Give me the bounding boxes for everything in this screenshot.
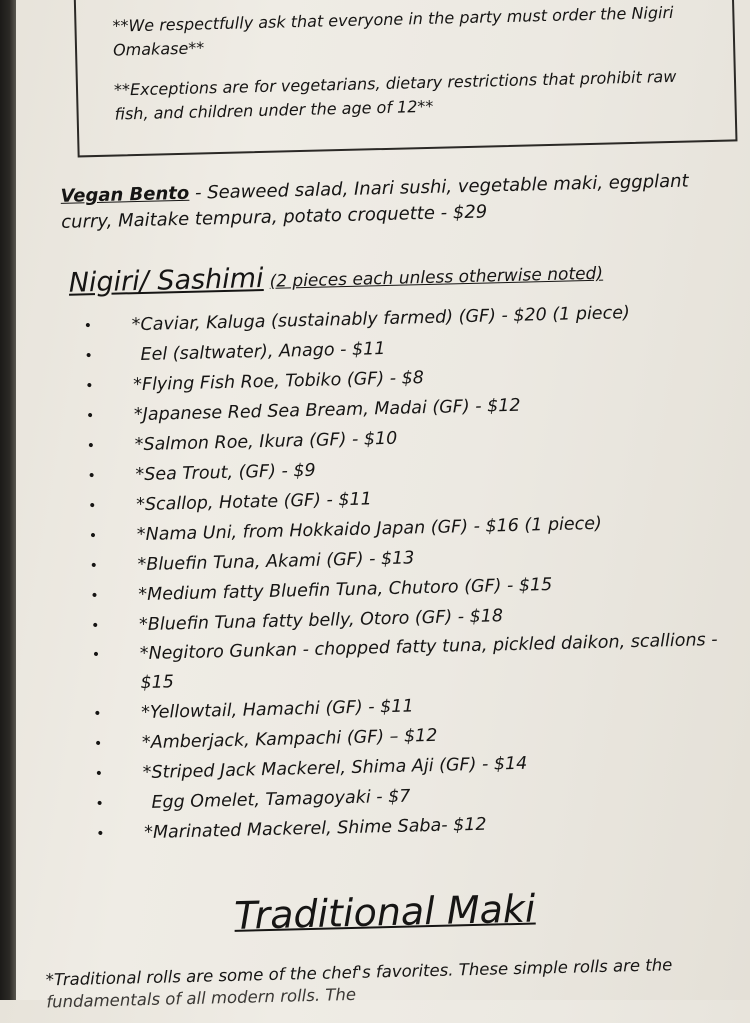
maki-section-note-cut: fundamentals of all modern rolls. The: [46, 984, 357, 1012]
list-item-text: *Nama Uni, from Hokkaido Japan (GF) - $16 (1 piece): [136, 513, 603, 546]
list-item-text: *Bluefin Tuna, Akami (GF) - $13: [137, 548, 415, 576]
list-item-text: Egg Omelet, Tamagoyaki - $7: [151, 786, 411, 813]
nigiri-section-heading: [68, 255, 603, 299]
list-item-text: *Striped Jack Mackerel, Shima Aji (GF) - $14: [142, 753, 528, 784]
maki-section-note: *Traditional rolls are some of the chef's favorites. These simple rolls are the: [45, 955, 673, 990]
maki-section-title: Traditional Maki: [233, 886, 536, 938]
bullet-icon: •: [87, 468, 96, 485]
nigiri-item-list: [83, 296, 736, 849]
bullet-icon: •: [89, 558, 99, 575]
vegan-bento-item: [60, 168, 721, 236]
bullet-icon: •: [96, 826, 105, 843]
list-item-text: *Flying Fish Roe, Tobiko (GF) - $8: [133, 368, 425, 396]
bullet-icon: •: [88, 498, 97, 515]
notice-line-exceptions: **Exceptions are for vegetarians, dietary restrictions that prohibit raw fish, and children under the age of 12**: [113, 66, 677, 124]
list-item-text: *Marinated Mackerel, Shime Saba- $12: [143, 814, 487, 844]
bullet-icon: •: [85, 378, 94, 395]
bullet-icon: •: [88, 528, 98, 545]
nigiri-section-title: Nigiri/ Sashimi: [68, 262, 264, 299]
notice-line-party-order: **We respectfully ask that everyone in the party must order the Nigiri Omakase**: [112, 2, 674, 60]
bullet-icon: •: [95, 796, 104, 813]
bullet-icon: •: [86, 438, 96, 455]
list-item-text: *Bluefin Tuna fatty belly, Otoro (GF) - $18: [138, 606, 504, 636]
list-item-text: *Amberjack, Kampachi (GF) – $12: [141, 725, 438, 754]
bullet-icon: •: [90, 618, 100, 635]
vegan-bento-description: - Seaweed salad, Inari sushi, vegetable maki, eggplant curry, Maitake tempura, potato croquette - $29: [61, 170, 689, 233]
list-item-text: *Scallop, Hotate (GF) - $11: [135, 489, 373, 516]
vegan-bento-name: Vegan Bento: [60, 182, 190, 207]
list-item-text: *Medium fatty Bluefin Tuna, Chutoro (GF) - $15: [138, 575, 553, 606]
bullet-icon: •: [94, 766, 104, 783]
list-item-text: *Negitoro Gunkan - chopped fatty tuna, pickled daikon, scallions - $15: [139, 629, 718, 694]
bullet-icon: •: [90, 588, 99, 605]
list-item-text: Eel (saltwater), Anago - $11: [140, 339, 386, 366]
list-item-text: *Caviar, Kaluga (sustainably farmed) (GF) - $20 (1 piece): [131, 303, 631, 336]
list-item-text: *Yellowtail, Hamachi (GF) - $11: [141, 696, 414, 724]
notice-box: [73, 0, 737, 157]
bullet-icon: •: [84, 348, 94, 365]
list-item-text: *Salmon Roe, Ikura (GF) - $10: [134, 428, 398, 456]
bullet-icon: •: [91, 647, 101, 664]
list-item-text: *Sea Trout, (GF) - $9: [135, 460, 316, 486]
bullet-icon: •: [93, 706, 102, 723]
list-item-text: *Japanese Red Sea Bream, Madai (GF) - $12: [133, 395, 521, 426]
bullet-icon: •: [83, 318, 93, 335]
nigiri-section-note: (2 pieces each unless otherwise noted): [269, 263, 604, 292]
bullet-icon: •: [93, 736, 103, 753]
bullet-icon: •: [85, 408, 95, 425]
